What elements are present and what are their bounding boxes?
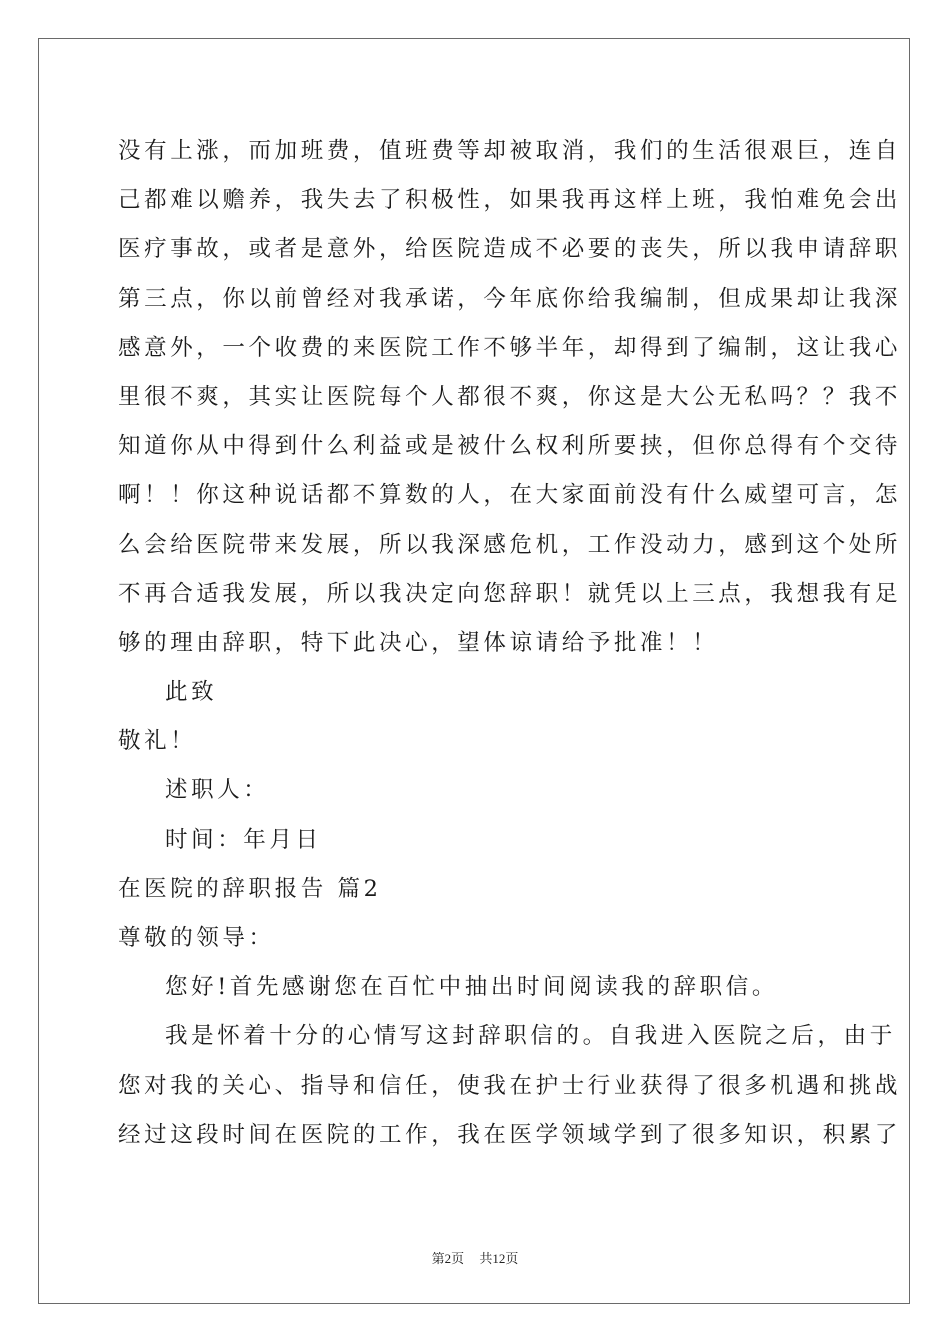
body-line: 不再合适我发展，所以我决定向您辞职！就凭以上三点，我想我有足: [118, 580, 902, 607]
document-body: [118, 131, 902, 1164]
salutation-closing: 此致: [165, 679, 218, 706]
body-line: 感意外，一个收费的来医院工作不够半年，却得到了编制，这让我心: [118, 334, 902, 361]
body-line: 经过这段时间在医院的工作，我在医学领域学到了很多知识，积累了: [118, 1121, 902, 1148]
body-line: 您对我的关心、指导和信任，使我在护士行业获得了很多机遇和挑战: [118, 1072, 902, 1099]
body-line: 里很不爽，其实让医院每个人都很不爽，你这是大公无私吗？？我不: [118, 383, 902, 410]
body-line: 您好!首先感谢您在百忙中抽出时间阅读我的辞职信。: [165, 974, 778, 1001]
body-line: 医疗事故，或者是意外，给医院造成不必要的丧失，所以我申请辞职: [118, 236, 902, 263]
body-line: 没有上涨，而加班费，值班费等却被取消，我们的生活很艰巨，连自: [118, 138, 902, 164]
salutation-opening: 尊敬的领导：: [118, 925, 275, 951]
body-line: 够的理由辞职，特下此决心，望体谅请给予批准！！: [118, 629, 719, 656]
section-title: 在医院的辞职报告 篇2: [118, 875, 382, 902]
body-line: 么会给医院带来发展，所以我深感危机，工作没动力，感到这个处所: [118, 531, 902, 558]
page-number: 第2页: [431, 1251, 465, 1266]
salutation-regards: 敬礼！: [118, 728, 197, 755]
date-label: 时间：年月日: [165, 826, 322, 853]
body-line: 己都难以赡养，我失去了积极性，如果我再这样上班，我怕难免会出: [118, 187, 902, 214]
body-line: 第三点，你以前曾经对我承诺，今年底你给我编制，但成果却让我深: [118, 285, 902, 312]
body-line: 啊！！你这种说话都不算数的人，在大家面前没有什么威望可言，怎: [118, 482, 902, 509]
signature-label: 述职人：: [165, 777, 270, 804]
body-line: 知道你从中得到什么利益或是被什么权利所要挟，但你总得有个交待: [118, 433, 902, 460]
page-footer: [0, 1248, 950, 1267]
body-line: 我是怀着十分的心情写这封辞职信的。自我进入医院之后，由于: [165, 1023, 896, 1050]
page-total: 共12页: [479, 1251, 519, 1266]
